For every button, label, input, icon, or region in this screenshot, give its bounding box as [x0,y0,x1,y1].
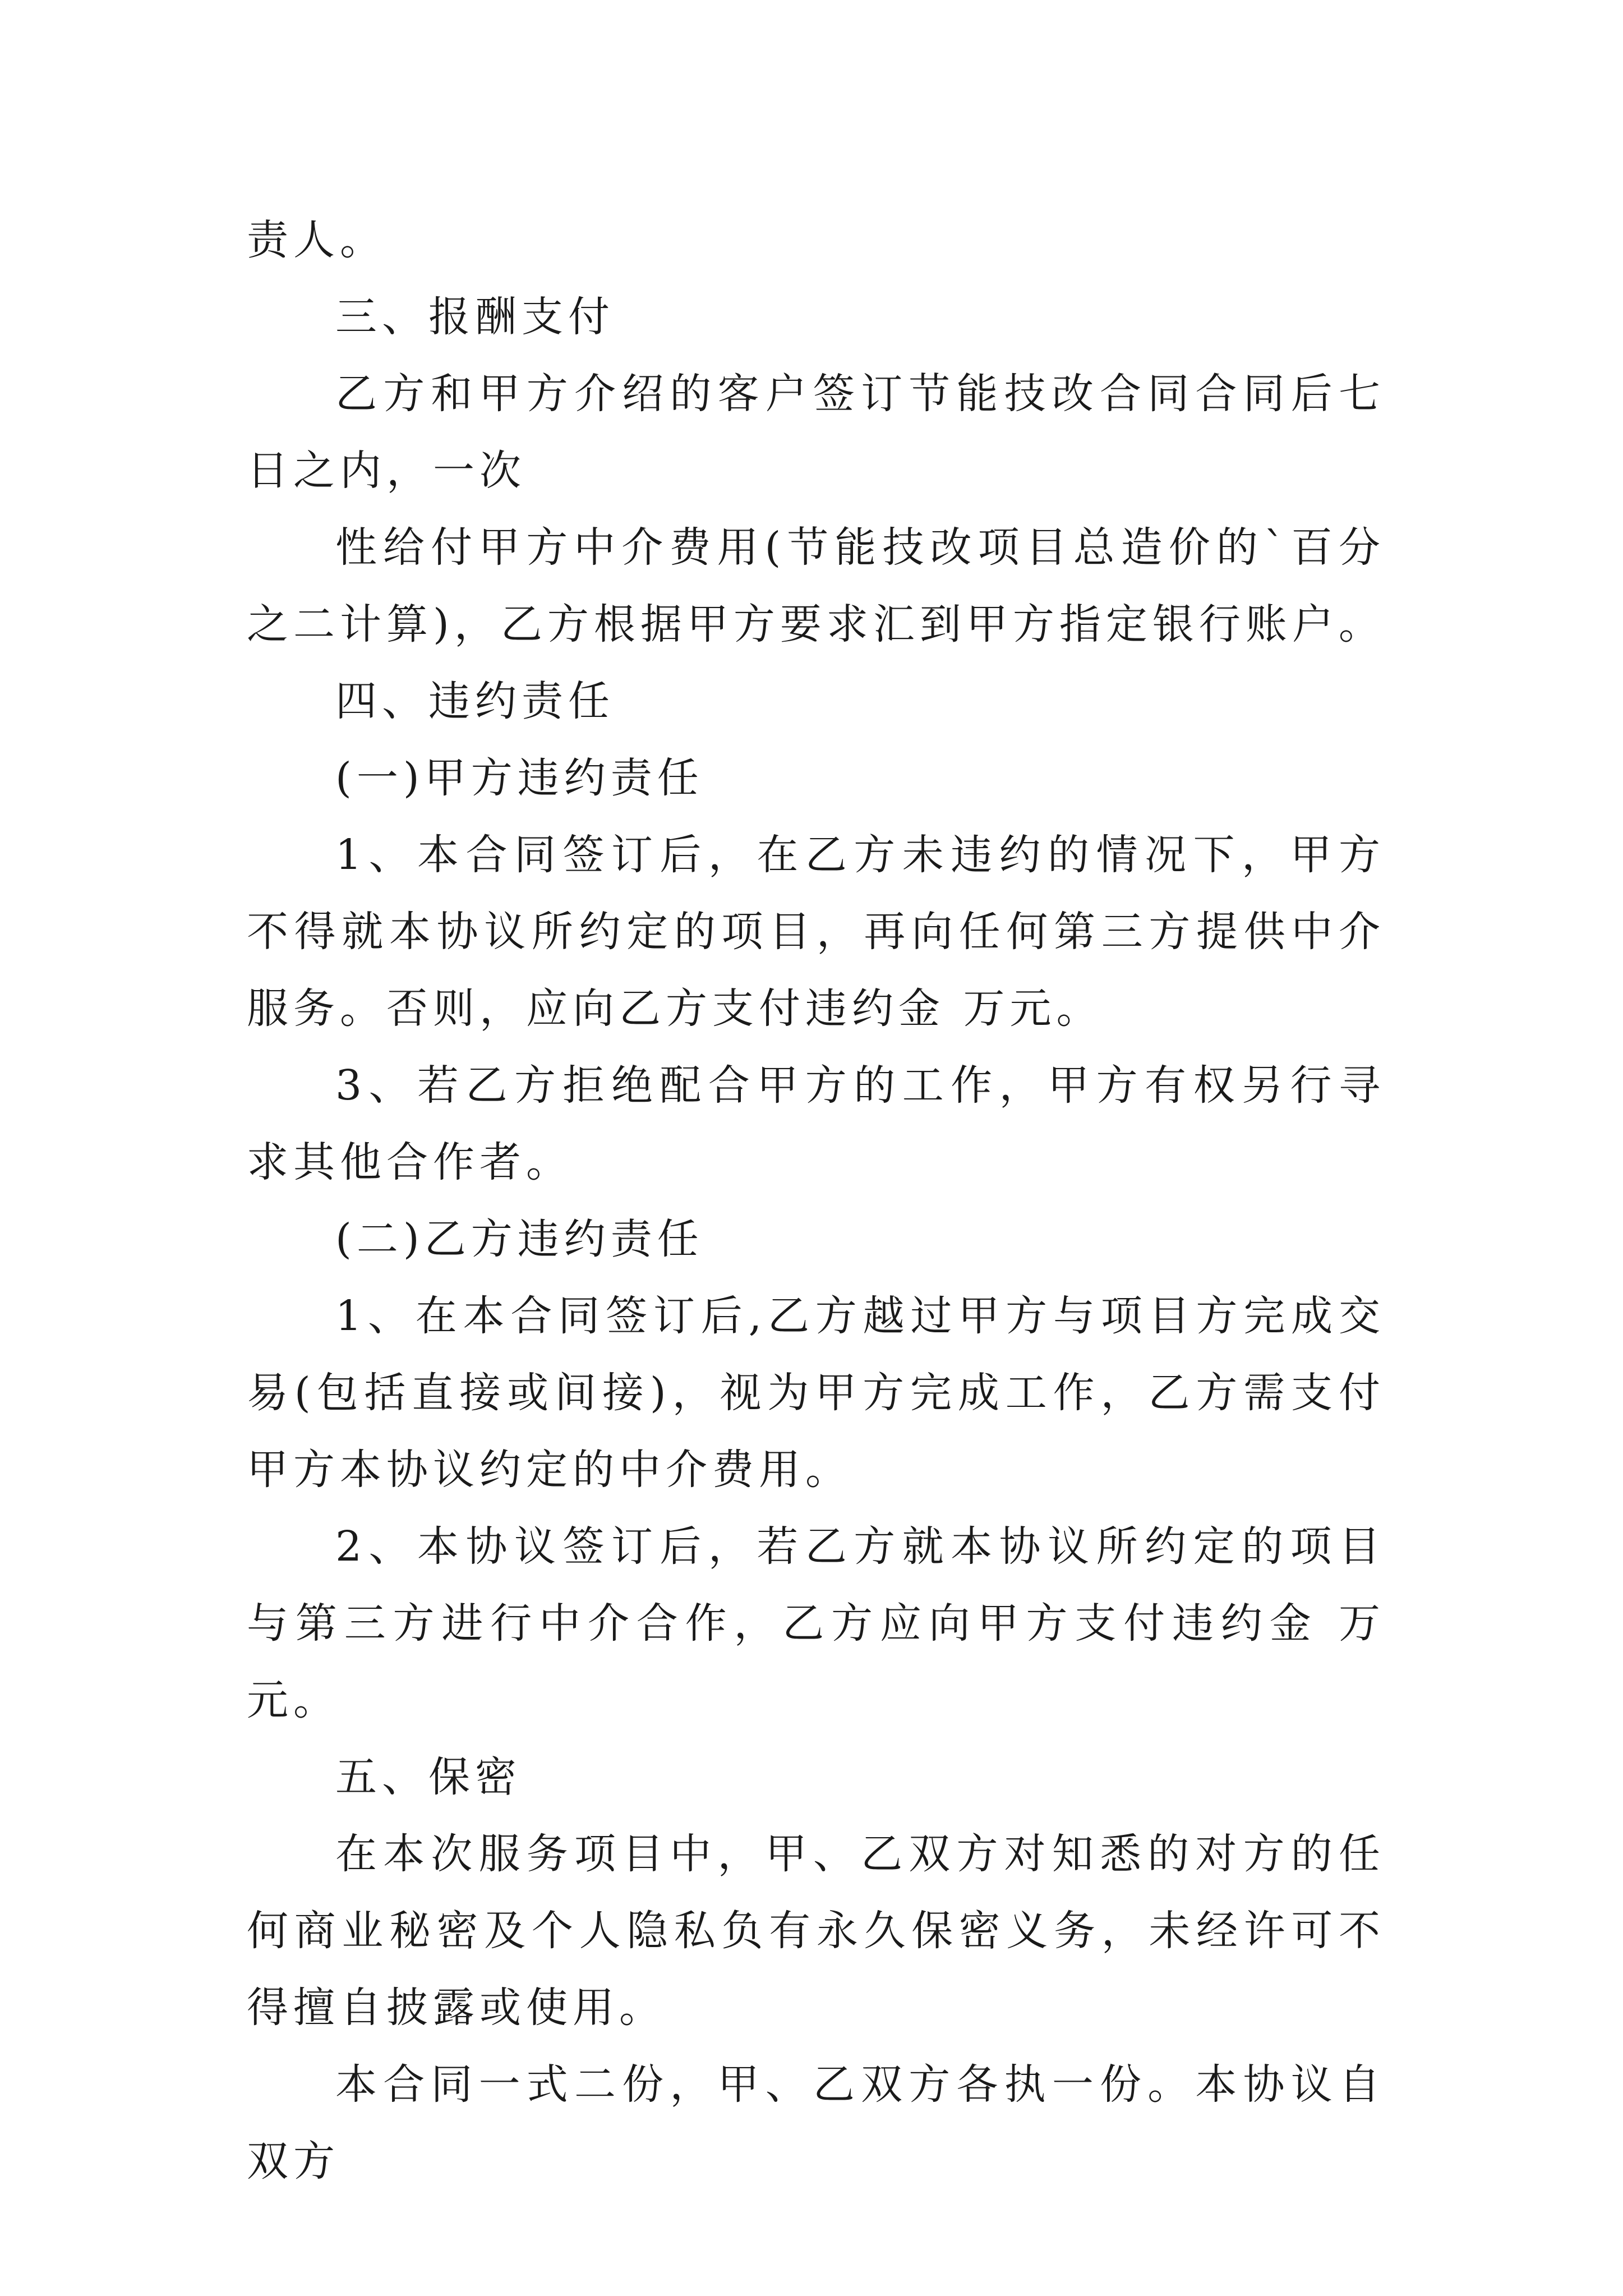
paragraph-continuation: 责人。 [247,216,386,264]
subsection-heading-party-a: (一)甲方违约责任 [335,754,704,802]
paragraph-confidentiality: 在本次服务项目中，甲、乙双方对知悉的对方的任何商业秘密及个人隐私负有永久保密义务，未经许可不得擅自披露或使用。 [247,1830,1385,2032]
section-heading-confidentiality: 五、保密 [335,1753,522,1801]
subsection-heading-party-b: (二)乙方违约责任 [335,1215,704,1263]
section-heading-liability: 四、违约责任 [335,677,615,725]
paragraph-party-b-clause-2: 2、本协议签订后，若乙方就本协议所约定的项目与第三方进行中介合作，乙方应向甲方支付违约金 万元。 [247,1522,1385,1724]
section-heading-payment: 三、报酬支付 [335,293,615,341]
paragraph-party-a-clause-3: 3、若乙方拒绝配合甲方的工作，甲方有权另行寻求其他合作者。 [247,1061,1385,1186]
paragraph-party-a-clause-1: 1、本合同签订后，在乙方未违约的情况下，甲方不得就本协议所约定的项目，再向任何第三方提供中介服务。否则，应向乙方支付违约金 万元。 [247,831,1385,1033]
paragraph-party-b-clause-1: 1、在本合同签订后,乙方越过甲方与项目方完成交易(包括直接或间接)，视为甲方完成工作，乙方需支付甲方本协议约定的中介费用。 [247,1292,1385,1494]
paragraph-payment-detail: 性给付甲方中介费用(节能技改项目总造价的`百分之二计算)，乙方根据甲方要求汇到甲方指定银行账户。 [247,523,1385,648]
paragraph-payment-term: 乙方和甲方介绍的客户签订节能技改合同合同后七日之内，一次 [247,370,1385,495]
paragraph-copies: 本合同一式二份，甲、乙双方各执一份。本协议自双方 [247,2060,1385,2185]
document-body [247,202,1385,2200]
